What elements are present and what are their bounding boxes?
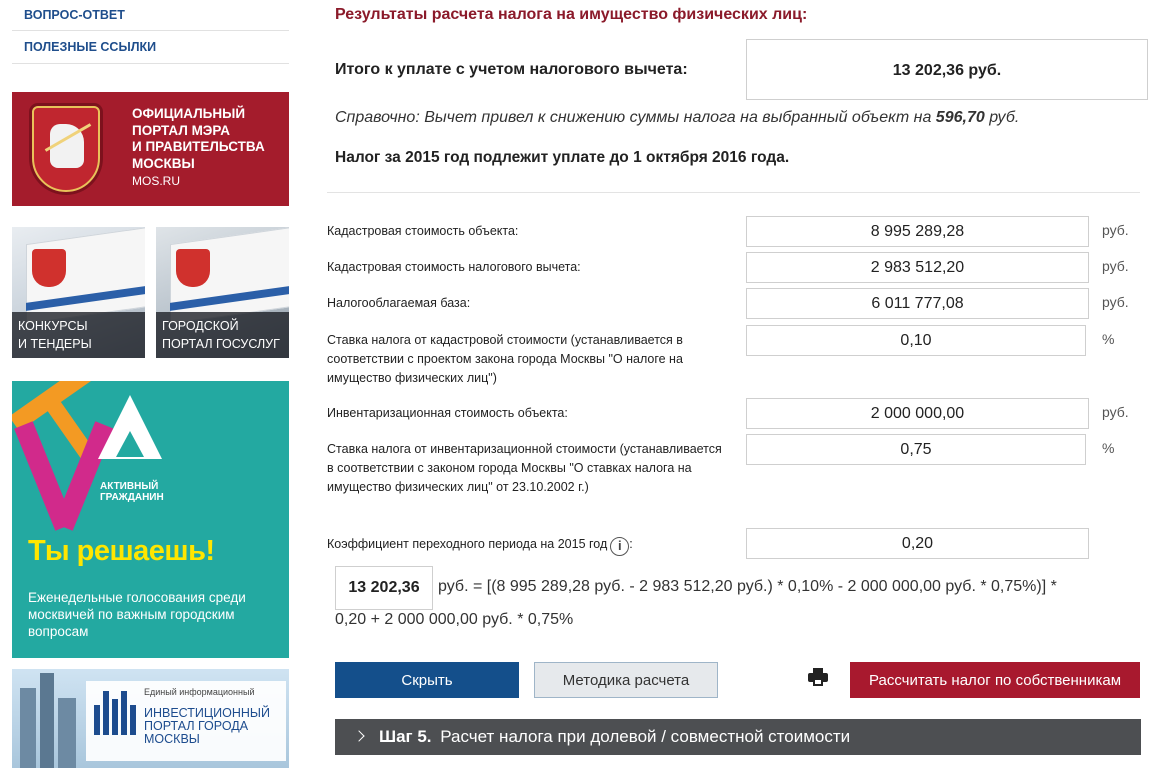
investment-portal-card: Единый информационный ИНВЕСТИЦИОННЫЙ ПОРТАЛ ГОРОДА МОСКВЫ xyxy=(86,681,286,761)
info-icon[interactable]: i xyxy=(610,537,629,556)
inventory-value-field[interactable] xyxy=(746,398,1089,429)
step-5-accordion[interactable] xyxy=(335,719,1141,755)
active-citizen-brand: АКТИВНЫЙ ГРАЖДАНИН xyxy=(100,481,164,503)
mos-portal-banner[interactable] xyxy=(12,92,289,206)
payment-due-date: Налог за 2015 год подлежит уплате до 1 октября 2016 года. xyxy=(335,149,790,166)
active-citizen-banner[interactable] xyxy=(12,381,289,658)
investment-portal-banner[interactable] xyxy=(12,669,289,768)
calculate-by-owners-button[interactable]: Рассчитать налог по собственникам xyxy=(850,662,1140,698)
russia-emblem-icon xyxy=(32,249,66,287)
transition-coefficient-field[interactable] xyxy=(746,528,1089,559)
formula-line-1: руб. = [(8 995 289,28 руб. - 2 983 512,20 руб.) * 0,10% - 2 000 000,00 руб. * 0,75%)] * xyxy=(438,578,1057,595)
chevron-right-icon xyxy=(353,730,364,741)
inventory-rate-label: Ставка налога от инвентаризационной стоимости (устанавливается в соответствии с законом города Москвы "О ставках налога на имущество физических лиц" от 23.10.2002 г.) xyxy=(327,442,722,494)
tenders-tile[interactable] xyxy=(12,227,145,358)
gosuslugi-tile[interactable] xyxy=(156,227,289,358)
investment-portal-logo-icon xyxy=(94,691,134,735)
tax-base-unit: руб. xyxy=(1102,294,1129,310)
formula-line-2: 0,20 + 2 000 000,00 руб. * 0,75% xyxy=(335,611,574,628)
cadastral-value-label: Кадастровая стоимость объекта: xyxy=(327,224,519,238)
deduction-note: Справочно: Вычет привел к снижению суммы налога на выбранный объект на 596,70 руб. xyxy=(335,109,1020,126)
mos-banner-text: ОФИЦИАЛЬНЫЙ ПОРТАЛ МЭРА И ПРАВИТЕЛЬСТВА МОСКВЫ MOS.RU xyxy=(132,106,265,188)
sidebar-link-useful-links[interactable]: ПОЛЕЗНЫЕ ССЫЛКИ xyxy=(12,31,289,64)
sidebar xyxy=(12,0,289,768)
total-value: 13 202,36 руб. xyxy=(746,39,1148,100)
cadastral-rate-field[interactable] xyxy=(746,325,1086,356)
hide-button[interactable]: Скрыть xyxy=(335,662,519,698)
inventory-rate-unit: % xyxy=(1102,440,1115,456)
cadastral-value-field[interactable] xyxy=(746,216,1089,247)
deduction-value-label: Кадастровая стоимость налогового вычета: xyxy=(327,260,581,274)
tax-base-label: Налогооблагаемая база: xyxy=(327,296,471,310)
active-citizen-subtitle: Еженедельные голосования среди москвичей по важным городским вопросам xyxy=(28,590,246,639)
calculation-method-button[interactable]: Методика расчета xyxy=(534,662,718,698)
gosuslugi-tile-caption: ГОРОДСКОЙ ПОРТАЛ ГОСУСЛУГ xyxy=(156,312,289,358)
divider xyxy=(327,192,1140,193)
formula-result: 13 202,36 xyxy=(335,566,433,610)
total-label: Итого к уплате с учетом налогового вычета: xyxy=(335,61,688,78)
inventory-rate-field[interactable] xyxy=(746,434,1086,465)
deduction-value-unit: руб. xyxy=(1102,258,1129,274)
deduction-amount: 596,70 xyxy=(935,109,985,126)
print-icon[interactable] xyxy=(808,668,828,686)
tax-base-field[interactable] xyxy=(746,288,1089,319)
cadastral-rate-label: Ставка налога от кадастровой стоимости (устанавливается в соответствии с проектом закона города Москвы "О налоге на имущество физических лиц") xyxy=(327,333,683,385)
moscow-coat-of-arms-icon xyxy=(32,106,100,192)
moscow-emblem-icon xyxy=(176,249,210,287)
step-title: Расчет налога при долевой / совместной стоимости xyxy=(440,727,851,746)
inventory-value-label: Инвентаризационная стоимость объекта: xyxy=(327,406,568,420)
transition-coefficient-label: Коэффициент переходного периода на 2015 год i : xyxy=(327,535,737,556)
tax-result-panel xyxy=(327,0,1147,768)
cadastral-value-unit: руб. xyxy=(1102,222,1129,238)
deduction-value-field[interactable] xyxy=(746,252,1089,283)
result-title: Результаты расчета налога на имущество физических лиц: xyxy=(335,6,808,23)
tenders-tile-caption: КОНКУРСЫ И ТЕНДЕРЫ xyxy=(12,312,145,358)
inventory-value-unit: руб. xyxy=(1102,404,1129,420)
step-number: Шаг 5. xyxy=(379,727,432,746)
cadastral-rate-unit: % xyxy=(1102,331,1115,347)
sidebar-link-faq[interactable]: ВОПРОС-ОТВЕТ xyxy=(12,0,289,31)
active-citizen-headline: Ты решаешь! xyxy=(28,535,215,567)
